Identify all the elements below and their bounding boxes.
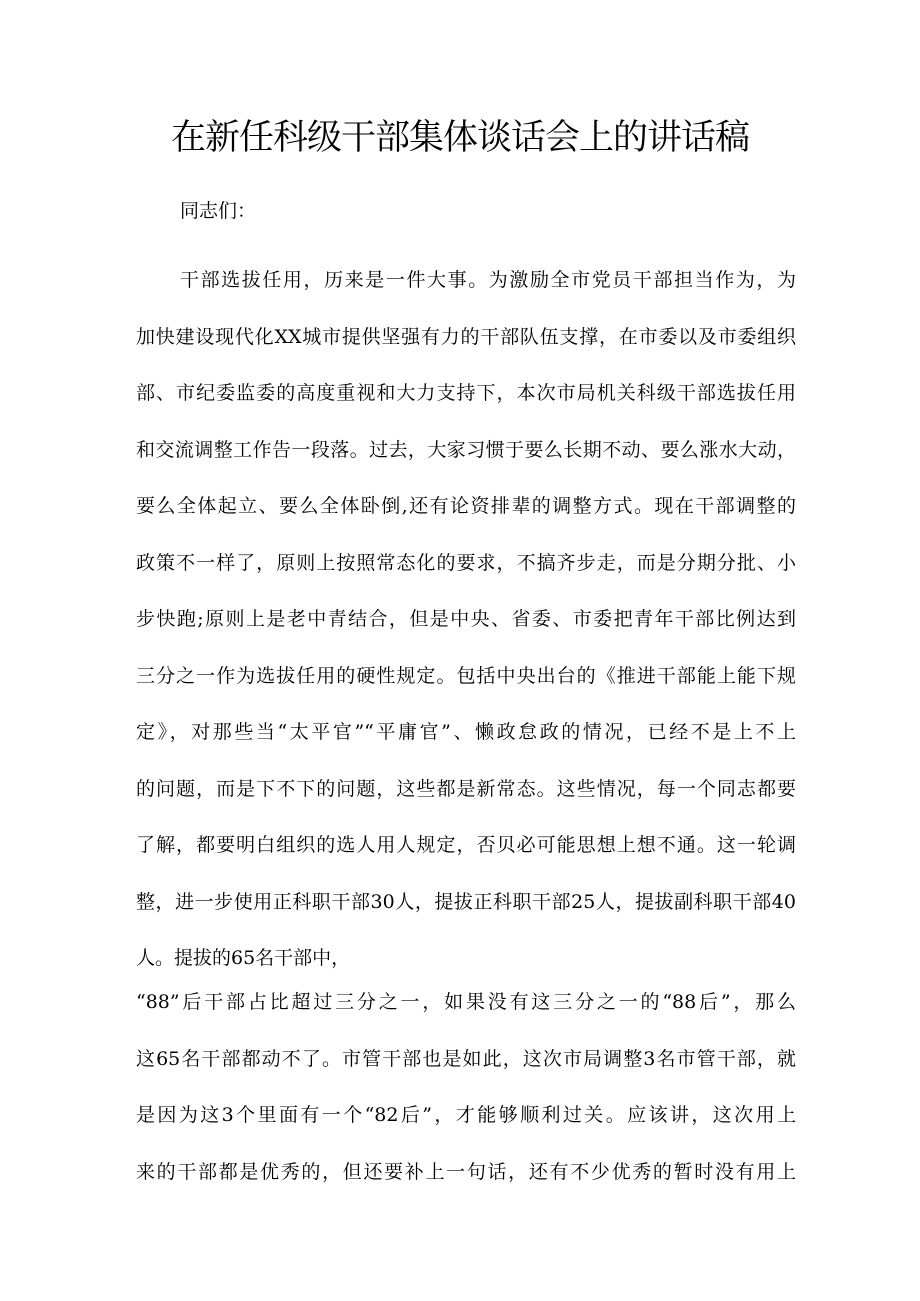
- salutation: 同志们：: [180, 200, 257, 222]
- text-line: 定》，对那些当“太平官”“平庸官”、懒政怠政的情况，已经不是上不上: [136, 721, 796, 743]
- text-line: 要么全体起立、要么全体卧倒,还有论资排辈的调整方式。现在干部调整的: [136, 495, 796, 517]
- text-line: “88”后干部占比超过三分之一，如果没有这三分之一的“88后”，那么: [136, 991, 796, 1013]
- text-line: 了解，都要明白组织的选人用人规定，否贝必可能思想上想不通。这一轮调: [136, 834, 796, 856]
- text-line: 的问题，而是下不下的问题，这些都是新常态。这些情况，每一个同志都要: [136, 777, 796, 800]
- body-text: [136, 264, 796, 1212]
- text-line: 和交流调整工作告一段落。过去，大家习惯于要么长期不动、要么涨水大动，: [136, 438, 796, 461]
- text-line: 干部选拔任用，历来是一件大事。为激励全市党员干部担当作为，为: [180, 269, 796, 291]
- text-line: 人。提拔的65名干部中，: [136, 947, 351, 969]
- text-line: 三分之一作为选拔任用的硬性规定。包括中央出台的《推进干部能上能下规: [136, 664, 796, 687]
- document-title: 在新任科级干部集体谈话会上的讲话稿: [170, 118, 749, 158]
- text-line: 整，进一步使用正科职干部30人，提拔正科职干部25人，提拔副科职干部40: [136, 890, 796, 913]
- text-line: 加快建设现代化XX城市提供坚强有力的干部队伍支撑，在市委以及市委组织: [136, 325, 796, 348]
- text-line: 来的干部都是优秀的，但还要补上一句话，还有不少优秀的暂时没有用上: [136, 1160, 796, 1183]
- text-line: 政策不一样了，原则上按照常态化的要求，不搞齐步走，而是分期分批、小: [136, 551, 796, 574]
- text-line: 部、市纪委监委的高度重视和大力支持下，本次市局机关科级干部选拔任用: [136, 382, 796, 404]
- text-line: 这65名干部都动不了。市管干部也是如此，这次市局调整3名市管干部，就: [136, 1047, 796, 1070]
- text-line: 是因为这3个里面有一个“82后”，才能够顺利过关。应该讲，这次用上: [136, 1104, 796, 1126]
- text-line: 步快跑;原则上是老中青结合，但是中央、省委、市委把青年干部比例达到: [136, 608, 796, 630]
